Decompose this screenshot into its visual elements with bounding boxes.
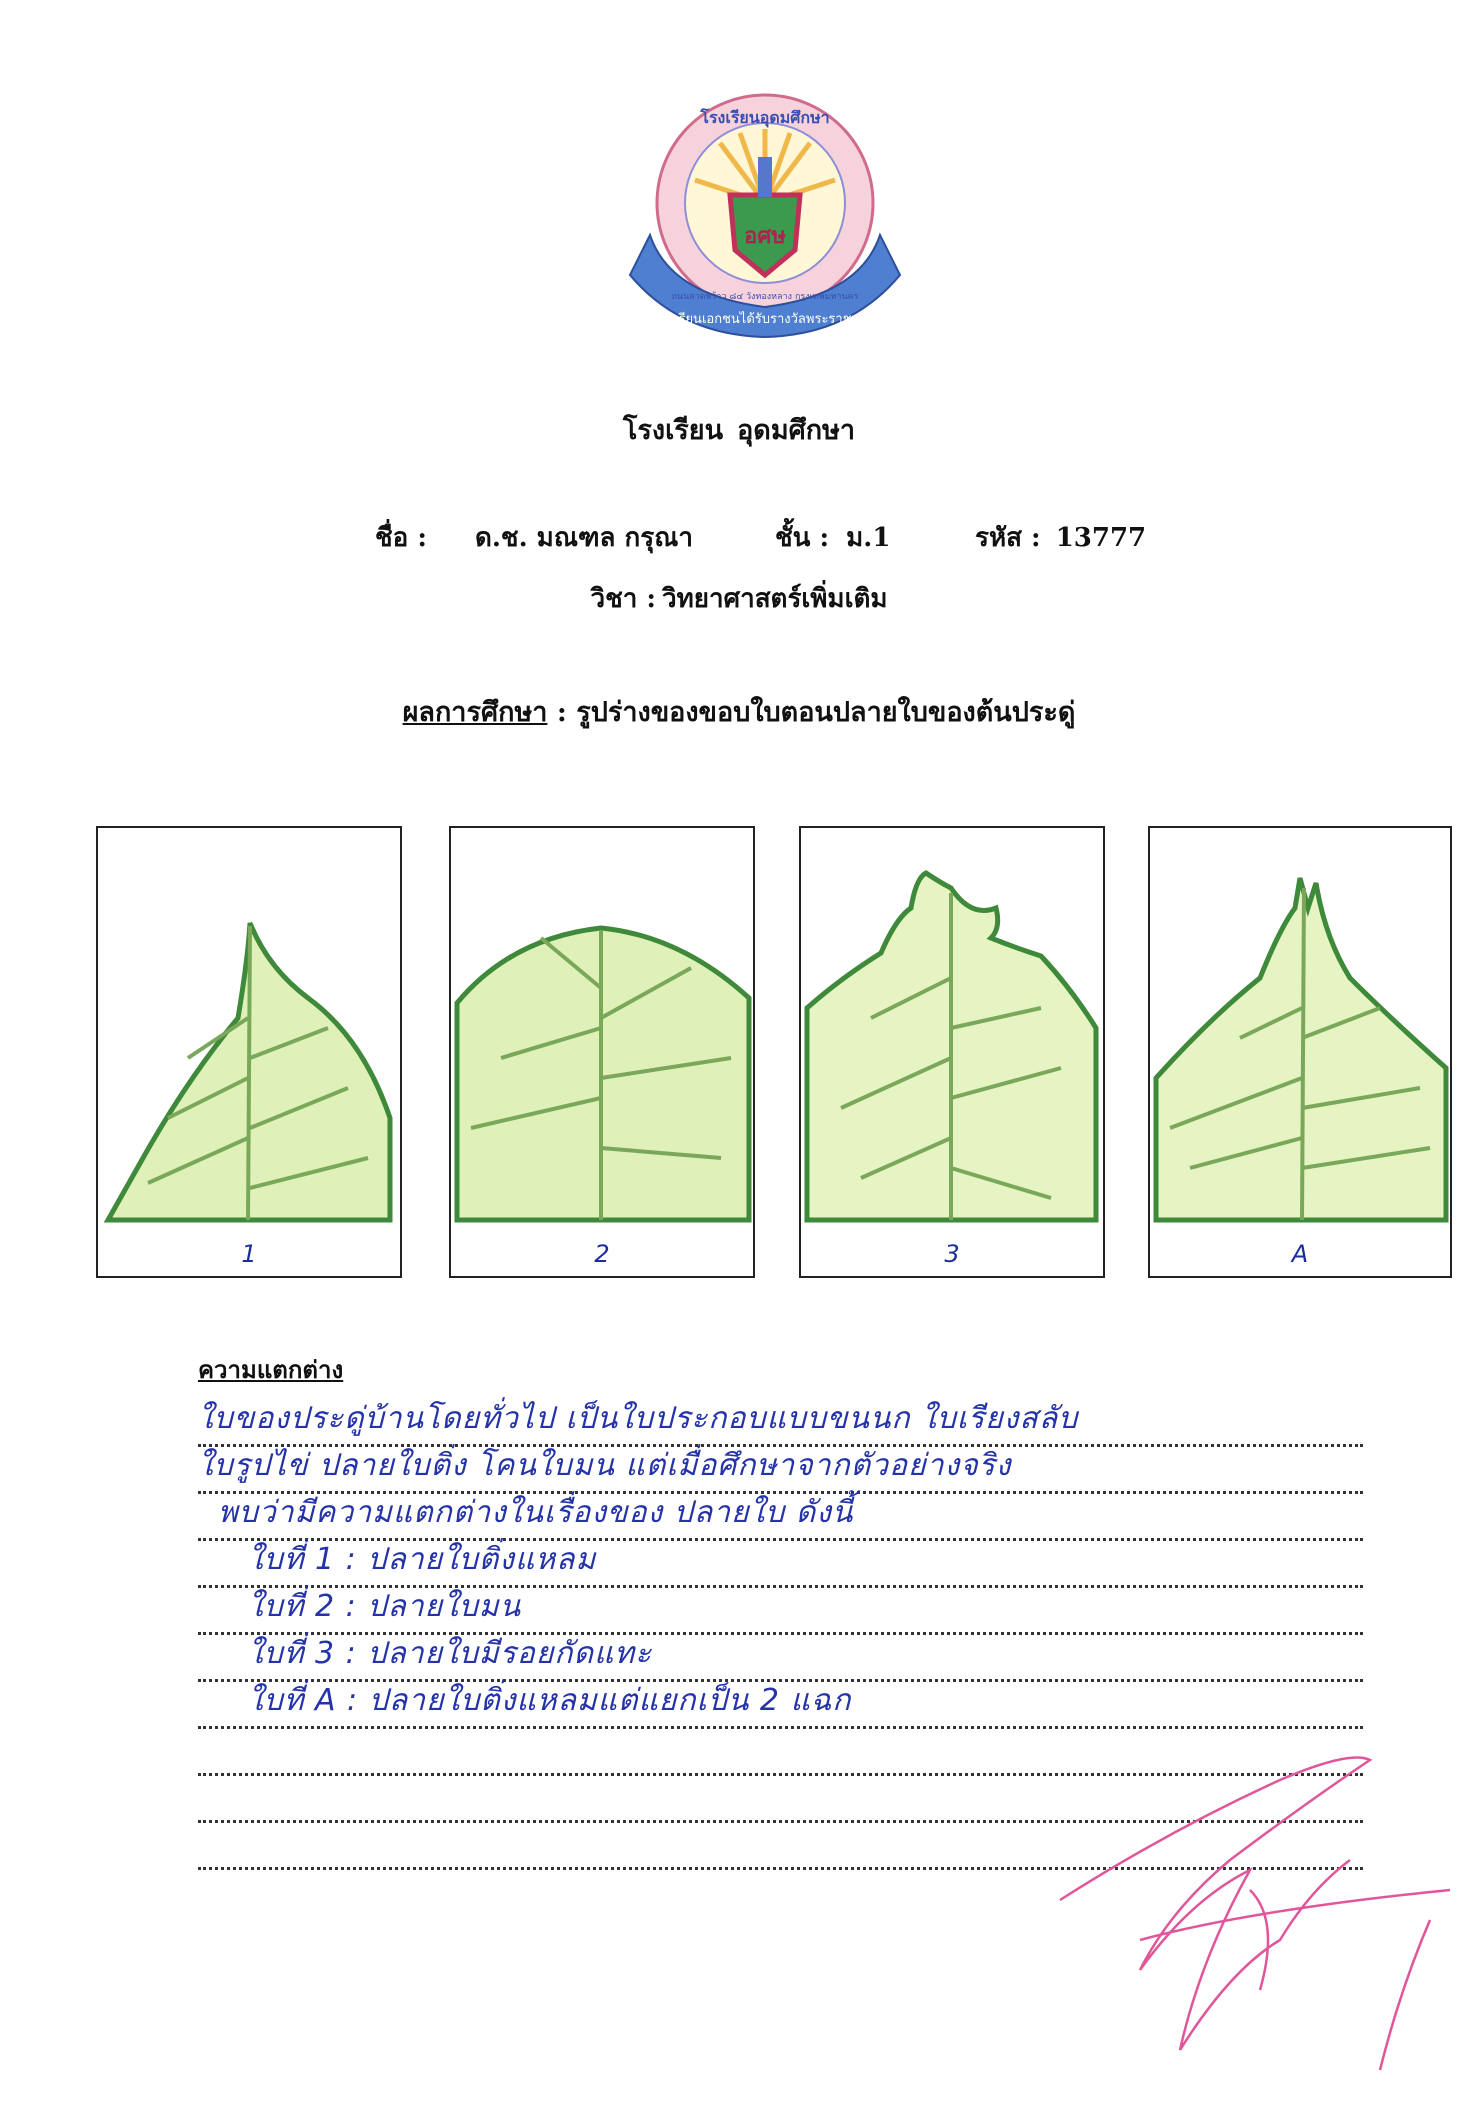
handwritten-text: ใบที่ 1 : ปลายใบติ่งแหลม xyxy=(248,1542,597,1577)
name-label: ชื่อ : xyxy=(375,523,427,553)
handwritten-text: พบว่ามีความแตกต่างในเรื่องของ ปลายใบ ดังนี้ xyxy=(218,1495,854,1530)
class-label: ชั้น : xyxy=(775,523,830,553)
writing-line-6 xyxy=(198,1635,1363,1682)
name-value-wrap xyxy=(475,517,693,558)
handwritten-text: ใบที่ 2 : ปลายใบมน xyxy=(248,1589,522,1624)
seal-side-text: ถนนลาดพร้าว ๘๔ วังทองหลาง กรุงเทพมหานคร xyxy=(671,292,859,302)
name-value: ด.ช. มณฑล กรุณา xyxy=(475,523,693,553)
school-heading xyxy=(0,408,1478,451)
id-value: 13777 xyxy=(1055,523,1147,553)
subject-label: วิชา : xyxy=(590,584,657,614)
seal-top-text: โรงเรียนอุดมศึกษา xyxy=(700,108,830,127)
handwritten-text: ใบที่ A : ปลายใบติ่งแหลมแต่แยกเป็น 2 แฉก xyxy=(248,1683,852,1718)
leaf-drawing-2 xyxy=(451,828,753,1276)
result-label: ผลการศึกษา xyxy=(402,697,548,728)
name-field xyxy=(375,517,427,558)
leaf-panel-1 xyxy=(96,826,402,1278)
writing-line-1 xyxy=(198,1400,1363,1447)
leaf-drawing-3 xyxy=(801,828,1103,1276)
result-value: รูปร่างของขอบใบตอนปลายใบของต้นประดู่ xyxy=(576,697,1076,728)
leaf-panel-2 xyxy=(449,826,755,1278)
writing-line-2 xyxy=(198,1447,1363,1494)
leaf-panel-4 xyxy=(1148,826,1452,1278)
shield-letters: อศษ xyxy=(744,224,786,249)
leaf-number-2: 2 xyxy=(594,1240,610,1268)
leaf-drawing-1 xyxy=(98,828,400,1276)
school-logo xyxy=(610,85,920,345)
leaf-number-3: 3 xyxy=(944,1240,960,1268)
leaf-drawing-4 xyxy=(1150,828,1450,1276)
writing-line-5 xyxy=(198,1588,1363,1635)
result-heading xyxy=(0,690,1478,733)
differences-title: ความแตกต่าง xyxy=(198,1355,344,1384)
result-separator: : xyxy=(556,697,567,728)
ribbon-text: โรงเรียนเอกชนได้รับรางวัลพระราชทาน xyxy=(653,312,877,327)
leaf-number-4: A xyxy=(1291,1240,1309,1268)
subject-value: วิทยาศาสตร์เพิ่มเติม xyxy=(662,584,888,614)
class-value: ม.1 xyxy=(846,523,891,553)
writing-line-3 xyxy=(198,1494,1363,1541)
subject-field xyxy=(0,578,1478,619)
school-name: อุดมศึกษา xyxy=(737,415,856,446)
writing-line-4 xyxy=(198,1541,1363,1588)
id-label: รหัส : xyxy=(975,523,1041,553)
handwritten-text: ใบรูปไข่ ปลายใบติ่ง โคนใบมน แต่เมื่อศึกษาจากตัวอย่างจริง xyxy=(198,1448,1012,1483)
handwritten-text: ใบของประดู่บ้านโดยทั่วไป เป็นใบประกอบแบบขนนก ใบเรียงสลับ xyxy=(198,1401,1079,1436)
leaf-panel-3 xyxy=(799,826,1105,1278)
school-label: โรงเรียน xyxy=(622,415,724,446)
handwritten-text: ใบที่ 3 : ปลายใบมีรอยกัดแทะ xyxy=(248,1636,653,1671)
id-field xyxy=(975,517,1146,558)
teacher-signature xyxy=(1050,1740,1478,2080)
leaf-number-1: 1 xyxy=(241,1240,257,1268)
writing-line-7 xyxy=(198,1682,1363,1729)
class-field xyxy=(775,517,890,558)
